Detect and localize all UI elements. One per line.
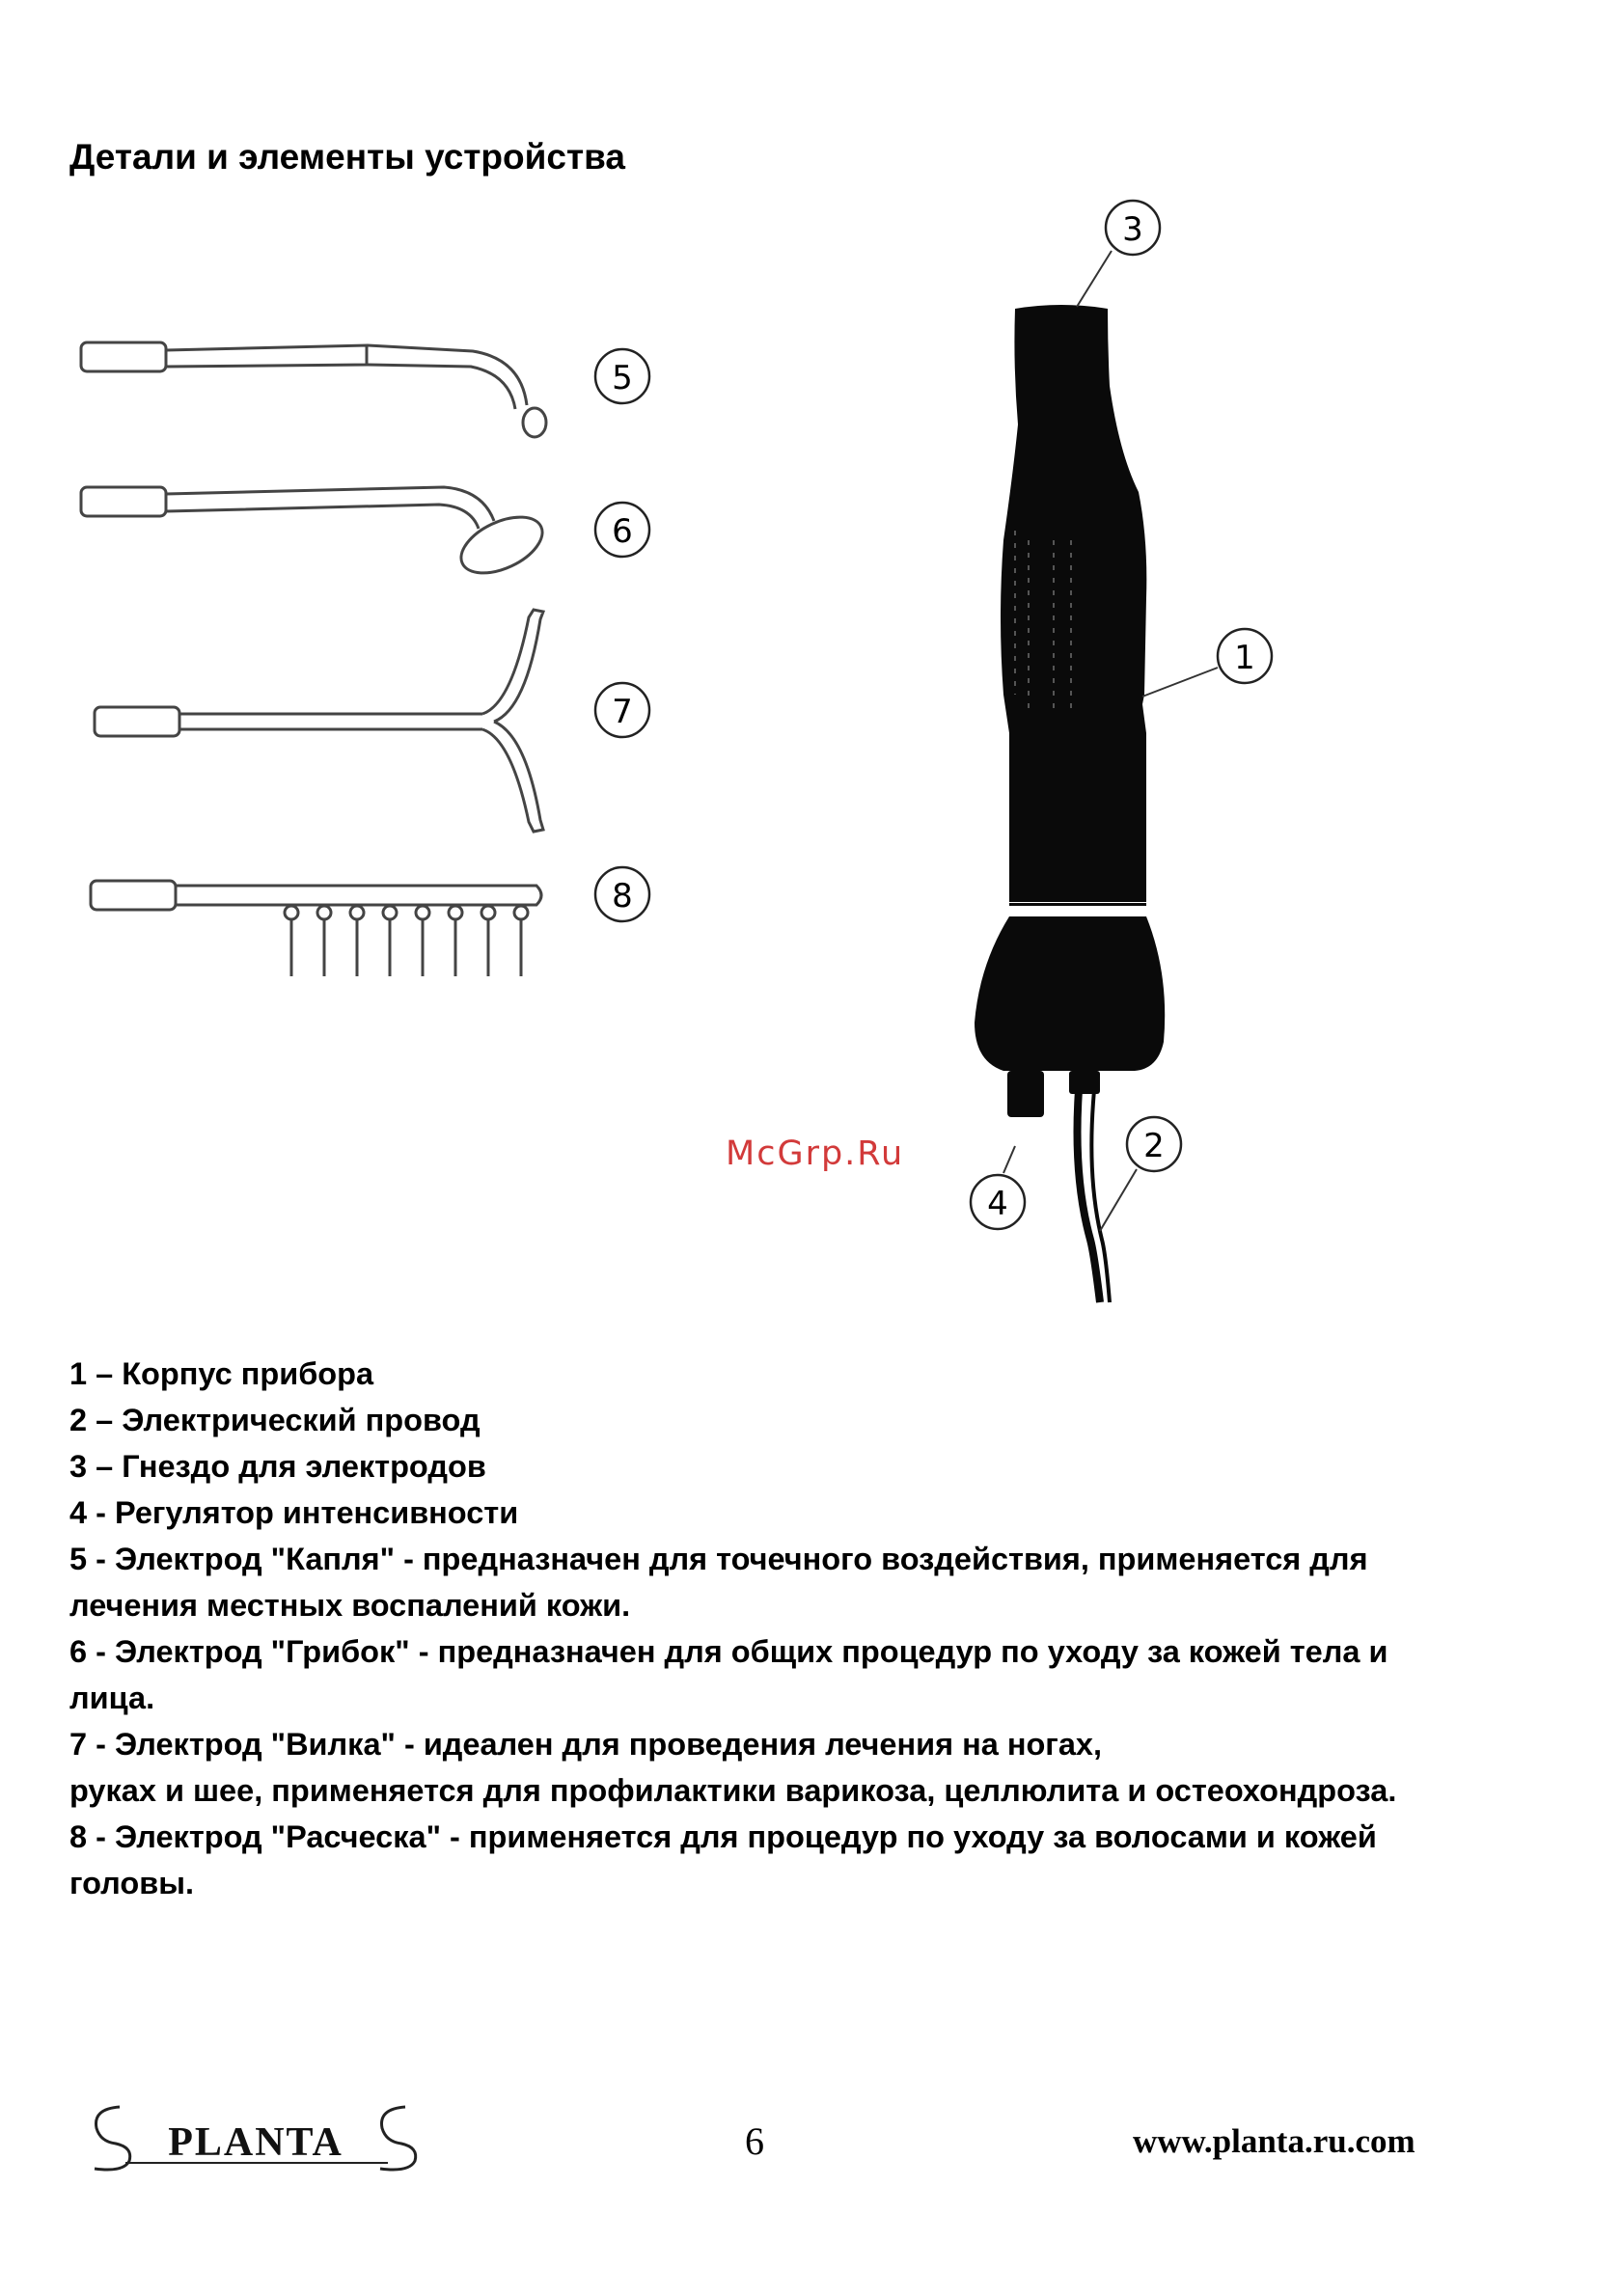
watermark: McGrp.Ru (726, 1134, 905, 1173)
callout-6: 6 (612, 512, 633, 551)
legend-line: лечения местных воспалений кожи. (69, 1588, 631, 1623)
callout-2: 2 (1143, 1127, 1165, 1165)
callout-5: 5 (612, 359, 633, 397)
legend-line: 4 - Регулятор интенсивности (69, 1495, 519, 1530)
page-number: 6 (745, 2119, 764, 2163)
legend-line: 2 – Электрический провод (69, 1403, 481, 1437)
electrode-fork-illustration (95, 610, 543, 832)
legend-line: 1 – Корпус прибора (69, 1356, 374, 1391)
electrode-comb-illustration (91, 881, 541, 976)
legend-line: 3 – Гнездо для электродов (69, 1449, 486, 1484)
planta-logo (87, 2099, 434, 2176)
legend-line: руках и шее, применяется для профилактики варикоза, целлюлита и остеохондроза. (69, 1773, 1397, 1808)
callout-7: 7 (612, 693, 633, 731)
comb-tooth-head (317, 906, 331, 919)
device-body-illustration (975, 305, 1165, 1302)
electrode-drop-illustration (81, 342, 546, 437)
callout-1: 1 (1234, 639, 1255, 677)
comb-tooth-head (481, 906, 495, 919)
callout-4: 4 (987, 1185, 1008, 1223)
legend-line: лица. (69, 1681, 155, 1715)
comb-tooth-head (416, 906, 429, 919)
legend-line: 6 - Электрод "Грибок" - предназначен для общих процедур по уходу за кожей тела и (69, 1634, 1388, 1669)
comb-tooth-head (514, 906, 528, 919)
logo-text: PLANTA (168, 2120, 343, 2165)
electrode-mushroom-illustration (81, 487, 551, 585)
comb-tooth-head (285, 906, 298, 919)
legend-line: 5 - Электрод "Капля" - предназначен для точечного воздействия, применяется для (69, 1542, 1368, 1576)
comb-tooth-head (383, 906, 397, 919)
legend-line: 7 - Электрод "Вилка" - идеален для проведения лечения на ногах, (69, 1727, 1103, 1762)
comb-tooth-head (449, 906, 462, 919)
comb-tooth-head (350, 906, 364, 919)
callout-3: 3 (1122, 210, 1143, 249)
legend-line: головы. (69, 1866, 194, 1900)
legend-line: 8 - Электрод "Расческа" - применяется для процедур по уходу за волосами и кожей (69, 1819, 1377, 1854)
website-url[interactable]: www.planta.ru.com (1133, 2122, 1415, 2160)
page-title: Детали и элементы устройства (69, 137, 625, 177)
parts-legend (69, 1351, 1575, 1906)
callout-circles (595, 201, 1272, 1229)
callout-8: 8 (612, 877, 633, 916)
